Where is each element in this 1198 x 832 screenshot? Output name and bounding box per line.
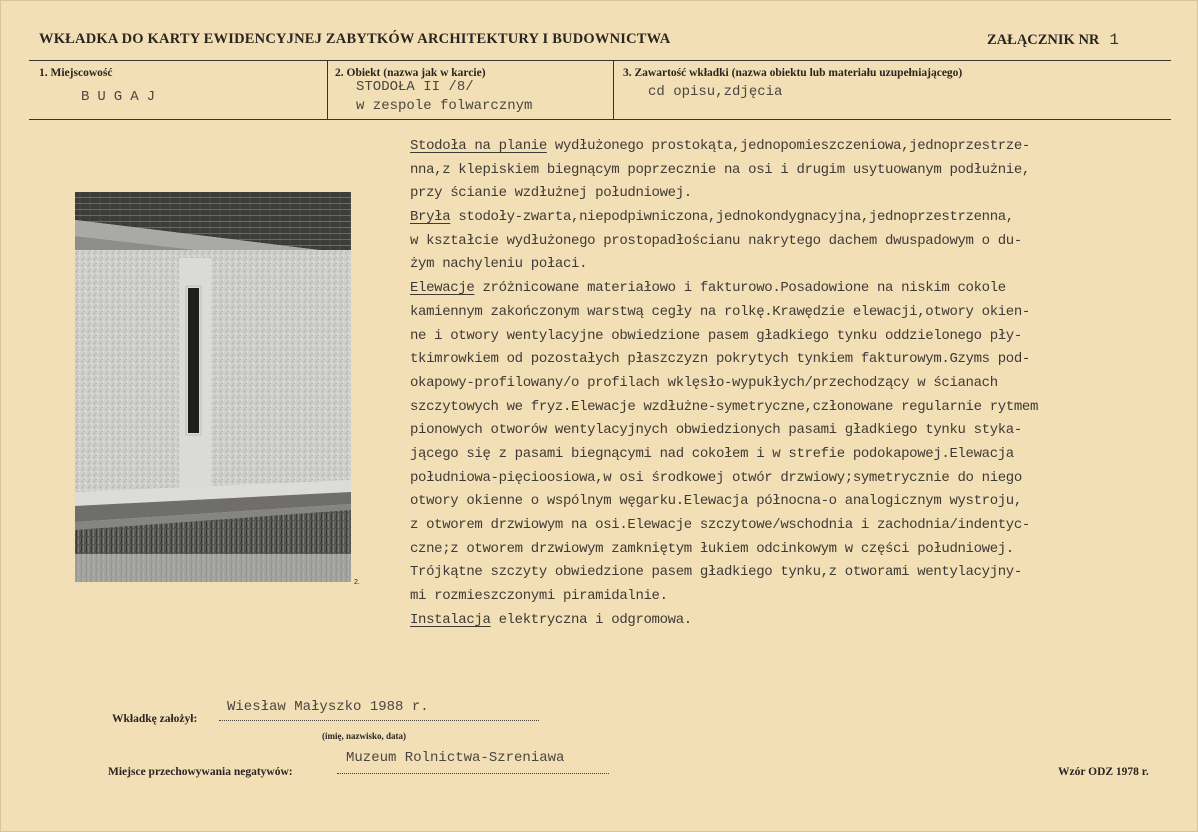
description-line — [410, 467, 1185, 491]
description-line — [410, 419, 1185, 443]
description-segment: zróżnicowane materiałowo i fakturowo.Posadowione na niskim cokole — [474, 280, 1006, 297]
section-heading: Stodoła na planie — [410, 138, 547, 154]
description-line — [410, 301, 1185, 325]
description-text — [410, 135, 1185, 632]
barn-photograph — [75, 192, 351, 582]
description-line — [410, 348, 1185, 372]
locality-value: BUGAJ — [81, 89, 164, 105]
description-line — [410, 182, 1185, 206]
description-line — [410, 253, 1185, 277]
description-segment: z otworem drzwiowym na osi.Elewacje szczytowe/wschodnia i zachodnia/indentyc- — [410, 517, 1030, 533]
description-segment: południowa-pięcioosiowa,w osi środkowej otwór drzwiowy;symetrycznie do niego — [410, 469, 1022, 486]
description-segment: żym nachyleniu połaci. — [410, 256, 588, 273]
description-line — [410, 514, 1185, 538]
description-line — [410, 277, 1185, 301]
storage-value: Muzeum Rolnictwa-Szreniawa — [346, 750, 565, 766]
description-segment: tkimrowkiem od pozostałych płaszczyzn pokrytych tynkiem fakturowym.Gzyms pod- — [410, 351, 1030, 368]
annex-number — [987, 31, 1119, 49]
description-segment: ne i otwory wentylacyjne obwiedzione pasem gładkiego tynku oddzielonego pły- — [410, 327, 1022, 344]
description-line — [410, 135, 1185, 159]
section-heading: Instalacja — [410, 611, 491, 628]
description-segment: otwory okienne o wspólnym węgarku.Elewacja północna-o analogicznym wystroju, — [410, 493, 1022, 510]
storage-label: Miejsce przechowywania negatywów: — [108, 766, 293, 778]
description-segment: czne;z otworem drzwiowym zamkniętym łukiem odcinkowym w części południowej. — [410, 540, 1014, 557]
photo-caption: 2. — [354, 579, 360, 586]
description-segment: stodoły-zwarta,niepodpiwniczona,jednokondygnacyjna,jednoprzestrzenna, — [450, 209, 1014, 226]
barn-wall-image — [75, 192, 351, 582]
object-value-line2: w zespole folwarcznym — [356, 98, 533, 114]
description-line — [410, 206, 1185, 230]
form-title: WKŁADKA DO KARTY EWIDENCYJNEJ ZABYTKÓW ARCHITEKTURY I BUDOWNICTWA — [39, 31, 671, 47]
author-label: Wkładkę założył: — [112, 713, 198, 725]
field-divider-1 — [327, 60, 328, 119]
description-line — [410, 325, 1185, 349]
locality-label: 1. Miejscowość — [39, 67, 113, 79]
section-heading: Elewacje — [410, 280, 475, 297]
header-rule — [29, 60, 1171, 61]
description-segment: przy ścianie wzdłużnej południowej. — [410, 185, 692, 202]
description-line — [410, 396, 1185, 420]
field-divider-2 — [613, 60, 614, 119]
description-segment: Trójkątne szczyty obwiedzione pasem gładkiego tynku,z otworami wentylacyjny- — [410, 564, 1022, 581]
description-segment: nna,z klepiskiem biegnącym poprzecznie na osi i drugim usytuowanym podłużnie, — [410, 161, 1030, 178]
description-segment: w kształcie wydłużonego prostopadłościanu nakrytego dachem dwuspadowym o du- — [410, 232, 1022, 249]
description-line — [410, 585, 1185, 609]
description-line — [410, 609, 1185, 633]
description-line — [410, 443, 1185, 467]
annex-value: 1 — [1109, 31, 1119, 49]
description-segment: szczytowych we fryz.Elewacje wzdłużne-symetryczne,członowane regularnie rytmem — [410, 398, 1039, 415]
description-segment: okapowy-profilowany/o profilach wklęsło-wypukłych/przechodzący w ścianach — [410, 374, 998, 391]
object-value-line1: STODOŁA II /8/ — [356, 79, 474, 95]
description-line — [410, 372, 1185, 396]
description-line — [410, 230, 1185, 254]
description-segment: wydłużonego prostokąta,jednopomieszczeniowa,jednoprzestrze- — [546, 138, 1030, 154]
contents-label: 3. Zawartość wkładki (nazwa obiektu lub materiału uzupełniającego) — [623, 67, 963, 79]
annex-label: ZAŁĄCZNIK NR — [987, 32, 1100, 48]
section-heading: Bryła — [410, 209, 451, 226]
storage-dotted-line — [337, 773, 609, 774]
description-line — [410, 561, 1185, 585]
author-hint: (imię, nazwisko, data) — [322, 731, 406, 741]
author-dotted-line — [219, 720, 539, 721]
description-line — [410, 538, 1185, 562]
description-line — [410, 490, 1185, 514]
object-label: 2. Obiekt (nazwa jak w karcie) — [335, 67, 486, 79]
description-segment: jącego się z pasami biegnącymi nad cokołem i w strefie podokapowej.Elewacja — [410, 445, 1014, 462]
description-line — [410, 159, 1185, 183]
author-value: Wiesław Małyszko 1988 r. — [227, 699, 429, 715]
contents-value: cd opisu,zdjęcia — [648, 84, 783, 100]
description-segment: mi rozmieszczonymi piramidalnie. — [410, 588, 668, 605]
description-segment: elektryczna i odgromowa. — [490, 611, 692, 628]
fields-bottom-rule — [29, 119, 1171, 120]
description-segment: kamiennym zakończonym warstwą cegły na rolkę.Krawędzie elewacji,otwory okien- — [410, 303, 1030, 320]
description-segment: pionowych otworów wentylacyjnych obwiedzionych pasami gładkiego tynku styka- — [410, 422, 1022, 439]
form-code: Wzór ODZ 1978 r. — [1058, 766, 1149, 778]
